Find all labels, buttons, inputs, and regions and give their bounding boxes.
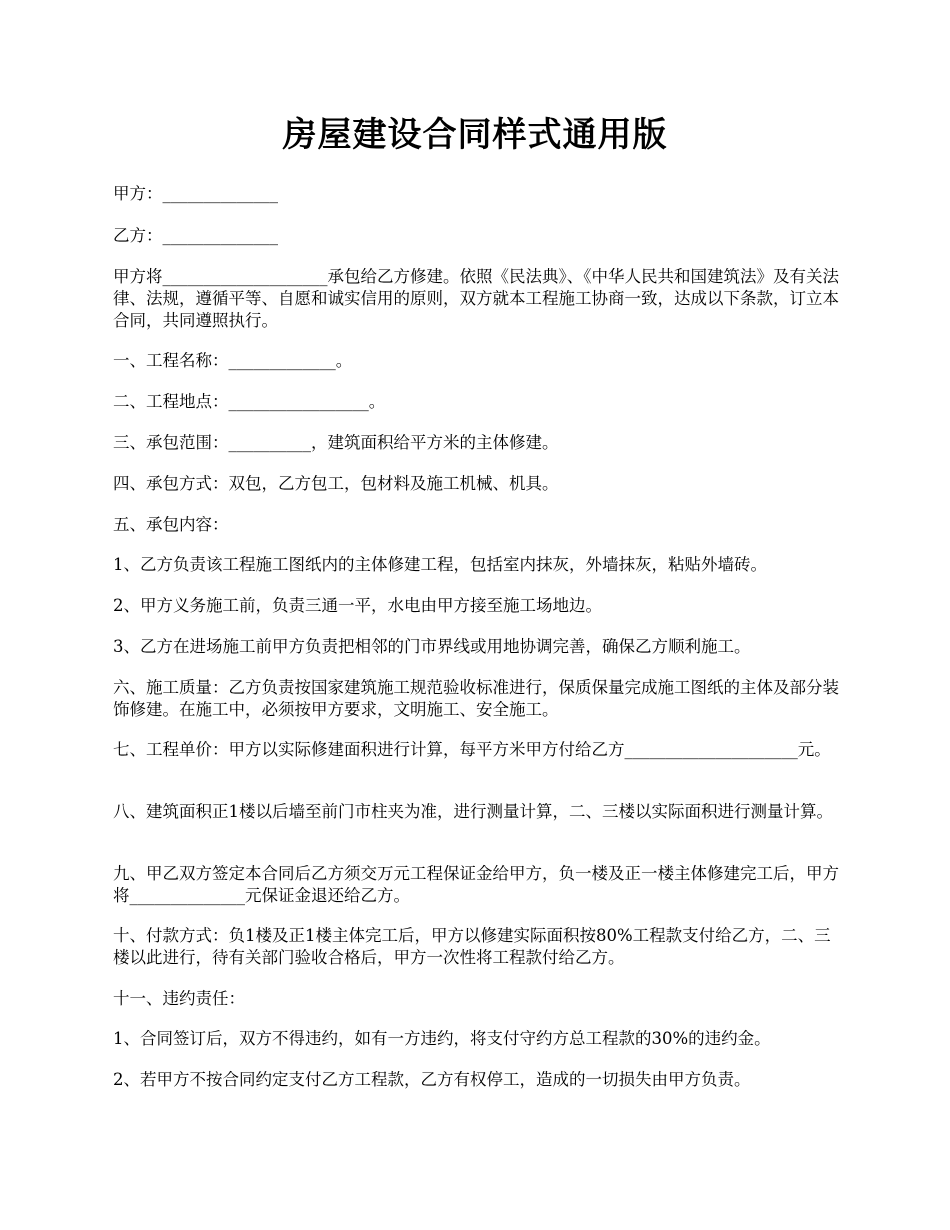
clause-4: 四、承包方式：双包，乙方包工，包材料及施工机械、机具。 — [113, 474, 559, 493]
clause-11: 十一、违约责任： — [113, 989, 245, 1008]
clause-1: 一、工程名称：_____________。 — [113, 351, 353, 370]
clause-3: 三、承包范围：__________，建筑面积给平方米的主体修建。 — [113, 433, 559, 452]
clause-5-1: 1、乙方负责该工程施工图纸内的主体修建工程，包括室内抹灰，外墙抹灰，粘贴外墙砖。 — [113, 555, 767, 574]
clause-11-2: 2、若甲方不按合同约定支付乙方工程款，乙方有权停工，造成的一切损失由甲方负责。 — [113, 1070, 751, 1089]
clause-5-2: 2、甲方义务施工前，负责三通一平，水电由甲方接至施工场地边。 — [113, 596, 602, 615]
clause-9: 九、甲乙双方签定本合同后乙方须交万元工程保证金给甲方，负一楼及正一楼主体修建完工后，甲方将______________元保证金退还给乙方。 — [113, 864, 839, 905]
clause-6: 六、施工质量：乙方负责按国家建筑施工规范验收标准进行，保质保量完成施工图纸的主体及部分装饰修建。在施工中，必须按甲方要求，文明施工、安全施工。 — [113, 678, 839, 719]
party-a-line: 甲方：______________ — [113, 184, 278, 203]
clause-5: 五、承包内容： — [113, 515, 229, 534]
clause-5-3: 3、乙方在进场施工前甲方负责把相邻的门市界线或用地协调完善，确保乙方顺利施工。 — [113, 637, 751, 656]
party-b-line: 乙方：______________ — [113, 226, 278, 245]
clause-2: 二、工程地点：_________________。 — [113, 392, 386, 411]
document-title: 房屋建设合同样式通用版 — [282, 115, 668, 155]
clause-7: 七、工程单价：甲方以实际修建面积进行计算，每平方米甲方付给乙方_____________________元。 — [113, 740, 831, 759]
clause-10: 十、付款方式：负1楼及正1楼主体完工后，甲方以修建实际面积按80%工程款支付给乙方，二、三楼以此进行，待有关部门验收合格后，甲方一次性将工程款付给乙方。 — [113, 926, 831, 967]
clause-8: 八、建筑面积正1楼以后墙至前门市柱夹为准，进行测量计算，二、三楼以实际面积进行测量计算。 — [113, 802, 833, 821]
intro-paragraph: 甲方将____________________承包给乙方修建。依照《民法典》、《中华人民共和国建筑法》及有关法律、法规，遵循平等、自愿和诚实信用的原则，双方就本工程施工协商一致，达成以下条款，订立本合同，共同遵照执行。 — [113, 267, 839, 330]
clause-11-1: 1、合同签订后，双方不得违约，如有一方违约，将支付守约方总工程款的30%的违约金。 — [113, 1029, 771, 1048]
